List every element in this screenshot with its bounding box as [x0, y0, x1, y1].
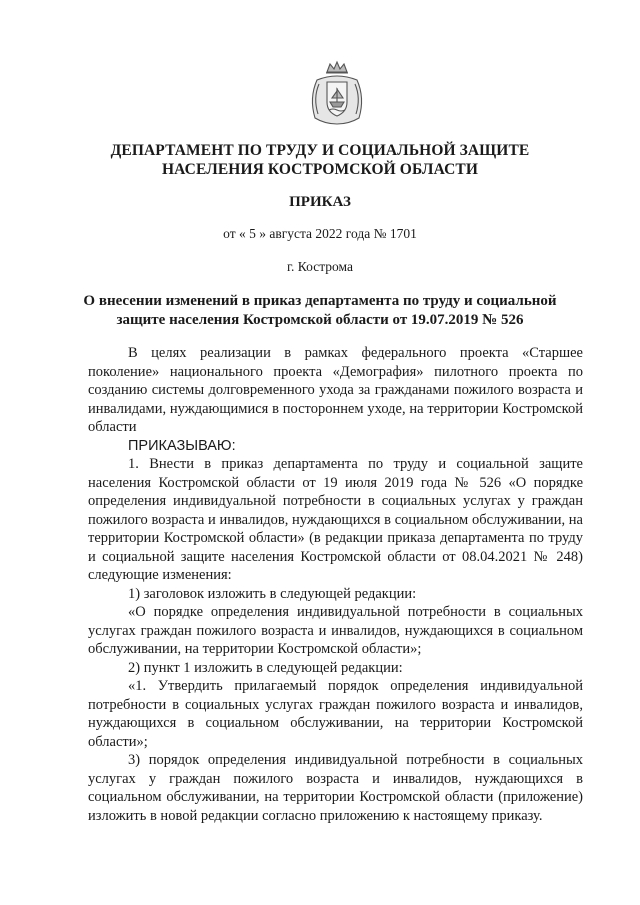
body-paragraph-preamble: В целях реализации в рамках федерального проекта «Старшее поколение» национального проекта «Демография» пилотного проекта по созданию системы долговременного ухода за гражданами пожилого возраста и инвалидами, нуждающимися в постороннем уходе, на территории Костромской области: [88, 345, 583, 435]
organization-name-line1: ДЕПАРТАМЕНТ ПО ТРУДУ И СОЦИАЛЬНОЙ ЗАЩИТЕ: [110, 142, 530, 159]
document-subject: [70, 292, 570, 330]
document-city: г. Кострома: [287, 259, 353, 274]
document-type: ПРИКАЗ: [289, 194, 351, 210]
document-subject-line2: защите населения Костромской области от 19.07.2019 № 526: [116, 312, 524, 328]
body-paragraph-subitem-2: 2) пункт 1 изложить в следующей редакции:: [128, 659, 403, 676]
body-paragraph-item-1: 1. Внести в приказ департамента по труду и социальной защите населения Костромской области от 19 июля 2019 года № 526 «О порядке определения индивидуальной потребности в социальных услугах у граждан пожилого возраста и инвалидов, нуждающихся в социальном обслуживании, на территории Костромской области» (в редакции приказа департамента по труду и социальной защите населения Костромской области от 08.04.2021 № 248) следующие изменения:: [88, 456, 583, 583]
body-paragraph-order: ПРИКАЗЫВАЮ:: [128, 437, 236, 454]
body-paragraph-subitem-3: 3) порядок определения индивидуальной потребности в социальных услугах у граждан пожилого возраста и инвалидов, нуждающихся в социальном обслуживании, на территории Костромской области (приложение) изложить в новой редакции согласно приложению к настоящему приказу.: [88, 752, 583, 824]
body-paragraph-subitem-1: 1) заголовок изложить в следующей редакции:: [128, 585, 417, 602]
coat-of-arms-icon: [301, 58, 373, 130]
organization-name-line2: НАСЕЛЕНИЯ КОСТРОМСКОЙ ОБЛАСТИ: [162, 161, 478, 178]
document-body: [88, 344, 583, 825]
document-date-number: от « 5 » августа 2022 года № 1701: [223, 226, 417, 241]
body-paragraph-new-point: «1. Утвердить прилагаемый порядок определения индивидуальной потребности в социальных услугах граждан пожилого возраста и инвалидов, нуждающихся в социальном обслуживании, на территории Костромской области»;: [88, 678, 583, 750]
body-paragraph-new-title: «О порядке определения индивидуальной потребности в социальных услугах граждан пожилого возраста и инвалидов, нуждающихся в социальном обслуживании, на территории Костромской области»;: [88, 604, 583, 657]
organization-name: [0, 141, 640, 179]
document-subject-line1: О внесении изменений в приказ департамента по труду и социальной: [83, 293, 557, 309]
